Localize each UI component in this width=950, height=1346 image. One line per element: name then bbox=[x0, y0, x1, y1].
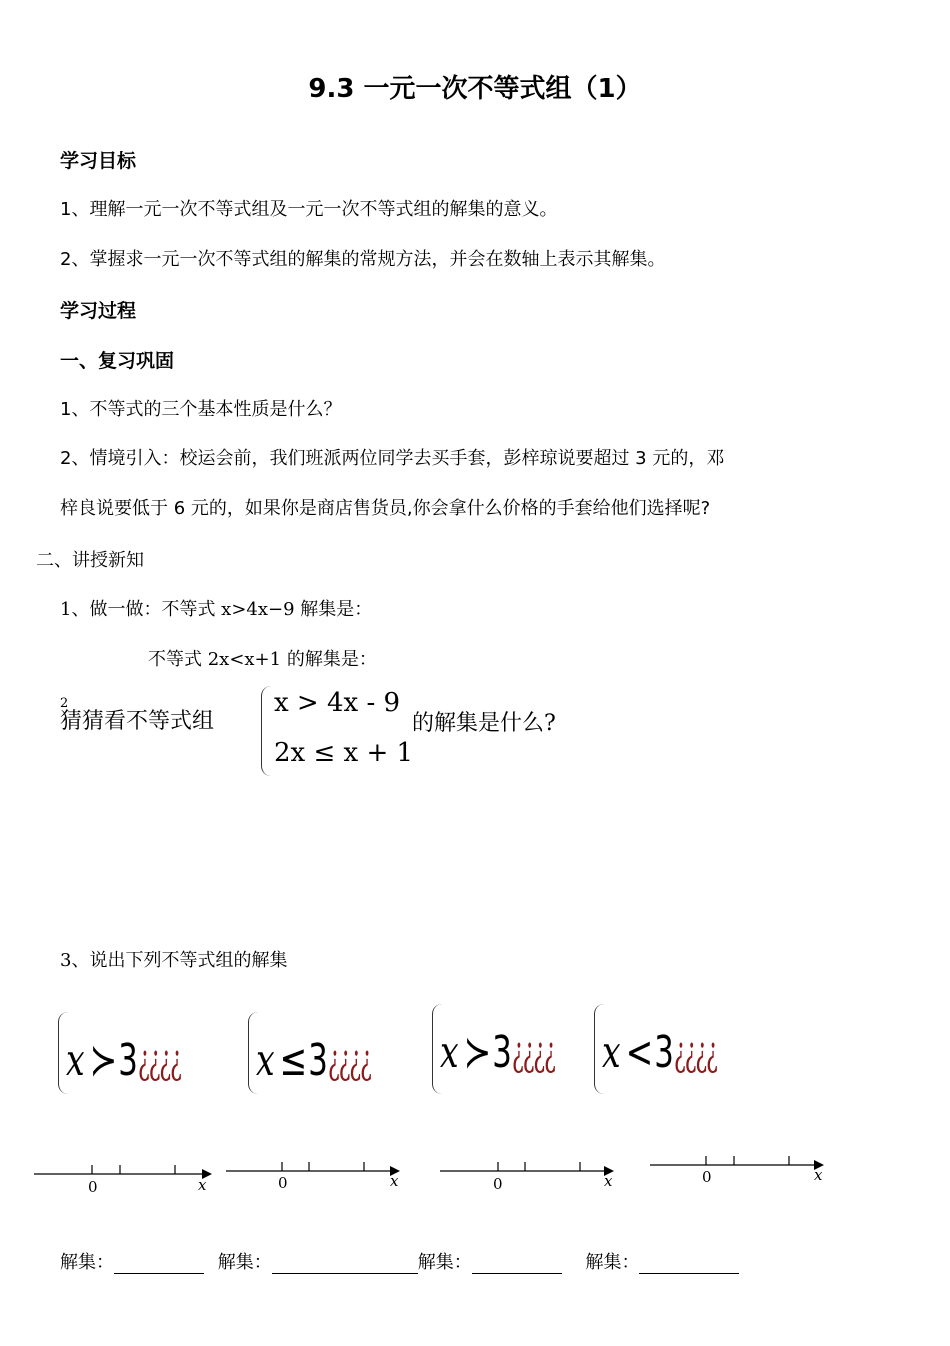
relation: ≤ bbox=[279, 1034, 308, 1086]
relation: ≻ bbox=[463, 1026, 492, 1078]
number-line-4-origin: 0 bbox=[702, 1168, 712, 1186]
question-number-2: 2 bbox=[60, 696, 69, 711]
inequality-system-3 bbox=[440, 1012, 589, 1092]
garbled-glyphs: ¿¿¿¿ bbox=[511, 1029, 555, 1075]
system-equation-1: x > 4x - 9 bbox=[274, 688, 401, 718]
answer-label-2: 解集： bbox=[217, 1252, 272, 1273]
number-line-1-origin: 0 bbox=[88, 1178, 98, 1196]
answer-label-3: 解集： bbox=[417, 1252, 472, 1273]
process-heading: 学习过程 bbox=[60, 300, 137, 322]
number-line-1-var: x bbox=[198, 1176, 207, 1194]
answer-label-4: 解集： bbox=[585, 1252, 640, 1273]
variable-x: x bbox=[440, 1026, 459, 1078]
number-line-3 bbox=[436, 1157, 621, 1193]
garbled-glyphs: ¿¿¿¿ bbox=[673, 1029, 717, 1075]
goal-item-2: 2、掌握求一元一次不等式组的解集的常规方法，并会在数轴上表示其解集。 bbox=[60, 249, 666, 270]
variable-x: x bbox=[256, 1034, 275, 1086]
relation: < bbox=[625, 1026, 654, 1078]
answer-label-1: 解集： bbox=[60, 1252, 114, 1273]
variable-x: x bbox=[66, 1034, 85, 1086]
new-question-1-line1: 1、做一做：不等式 x>4x−9 解集是： bbox=[60, 599, 373, 620]
goals-heading: 学习目标 bbox=[60, 150, 137, 172]
answer-blank-1[interactable] bbox=[114, 1253, 204, 1274]
new-question-3: 3、说出下列不等式组的解集 bbox=[60, 950, 288, 971]
garbled-glyphs: ¿¿¿¿ bbox=[327, 1037, 371, 1083]
system-equation-2: 2x ≤ x + 1 bbox=[274, 738, 414, 768]
goal-item-1: 1、理解一元一次不等式组及一元一次不等式组的解集的意义。 bbox=[60, 199, 558, 220]
review-question-1: 1、不等式的三个基本性质是什么？ bbox=[60, 399, 342, 420]
bound-value: 3 bbox=[117, 1034, 138, 1086]
answer-row bbox=[60, 1248, 739, 1274]
bound-value: 3 bbox=[307, 1034, 328, 1086]
garbled-glyphs: ¿¿¿¿ bbox=[137, 1037, 181, 1083]
number-line-2 bbox=[222, 1157, 407, 1193]
variable-x: x bbox=[602, 1026, 621, 1078]
answer-blank-3[interactable] bbox=[472, 1253, 562, 1274]
number-line-3-var: x bbox=[604, 1172, 613, 1190]
new-question-1-line2: 不等式 2x<x+1 的解集是： bbox=[148, 649, 377, 670]
number-line-1 bbox=[30, 1160, 215, 1196]
page-title: 9.3 一元一次不等式组（1） bbox=[308, 74, 642, 104]
review-question-2-line2: 梓良说要低于 6 元的，如果你是商店售货员,你会拿什么价格的手套给他们选择呢? bbox=[60, 498, 711, 519]
number-line-3-origin: 0 bbox=[493, 1175, 503, 1193]
inequality-system-1 bbox=[66, 1020, 215, 1100]
new-heading: 二、讲授新知 bbox=[36, 550, 144, 571]
bound-value: 3 bbox=[653, 1026, 674, 1078]
guess-question-suffix: 的解集是什么? bbox=[412, 711, 556, 736]
guess-question-prefix: 猜猜看不等式组 bbox=[60, 709, 215, 734]
answer-blank-2[interactable] bbox=[272, 1253, 418, 1274]
inequality-system-2 bbox=[256, 1020, 405, 1100]
system-brace bbox=[261, 686, 272, 776]
review-heading: 一、复习巩固 bbox=[60, 350, 175, 372]
bound-value: 3 bbox=[491, 1026, 512, 1078]
review-question-2-line1: 2、情境引入：校运会前，我们班派两位同学去买手套，彭梓琼说要超过 3 元的，邓 bbox=[60, 448, 725, 469]
inequality-system-4 bbox=[602, 1012, 751, 1092]
number-line-4 bbox=[646, 1151, 831, 1187]
answer-blank-4[interactable] bbox=[639, 1253, 739, 1274]
number-line-2-var: x bbox=[390, 1172, 399, 1190]
relation: ≻ bbox=[89, 1034, 118, 1086]
number-line-4-var: x bbox=[814, 1166, 823, 1184]
number-line-2-origin: 0 bbox=[278, 1174, 288, 1192]
